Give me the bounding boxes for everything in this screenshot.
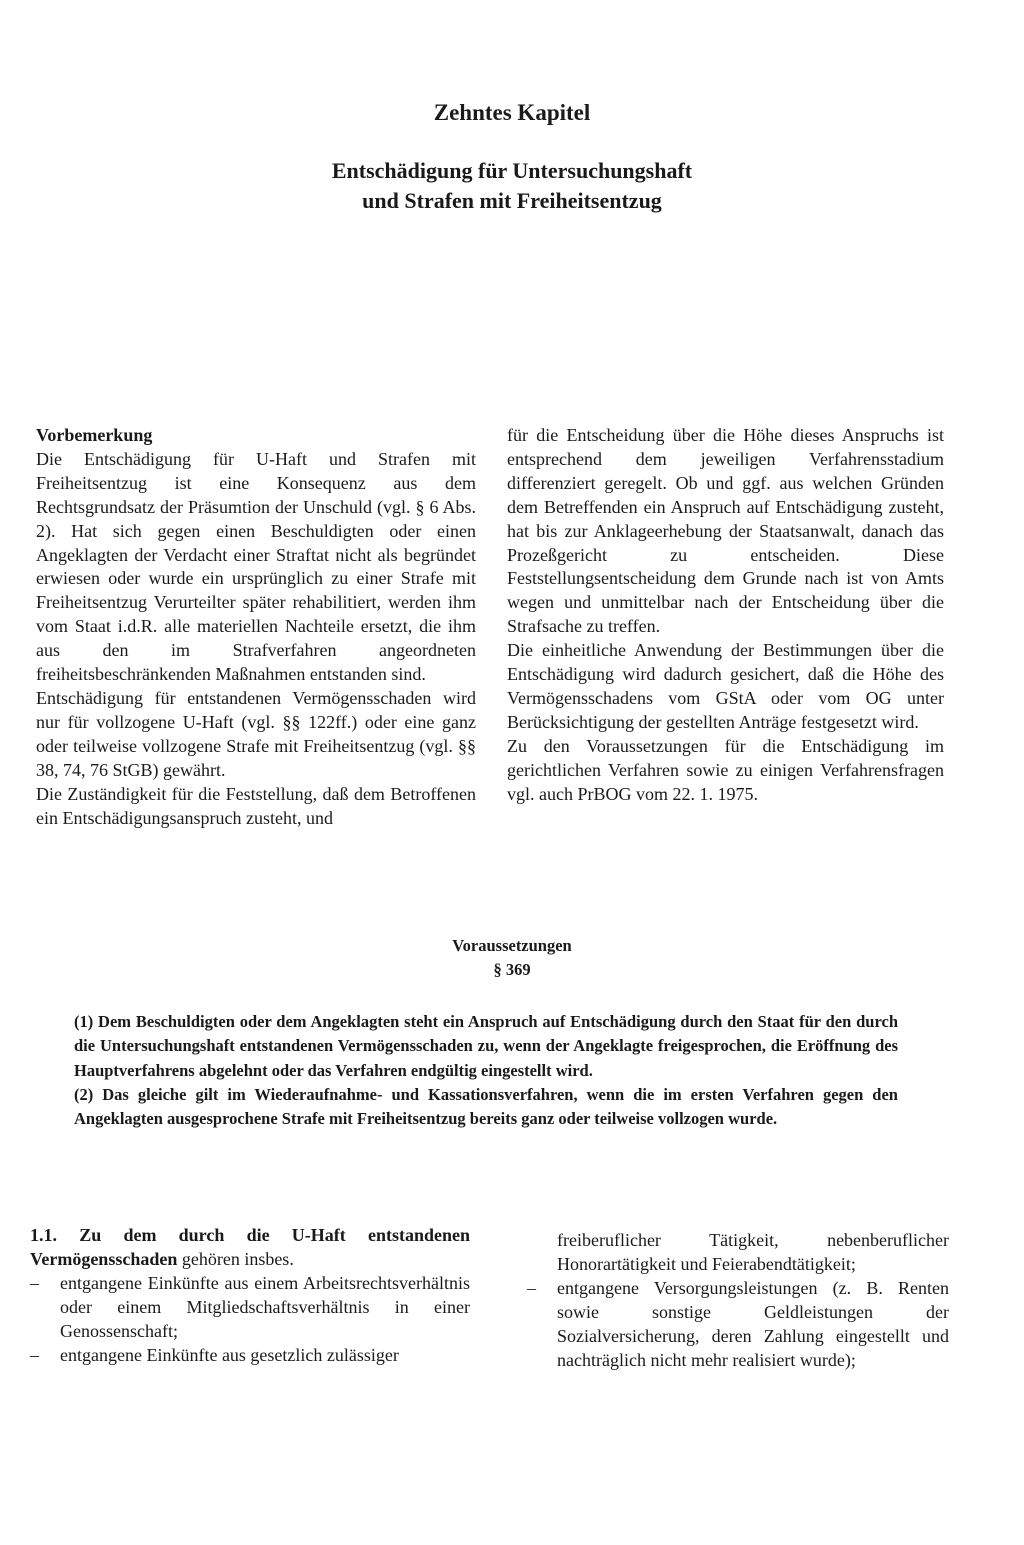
commentary-lead xyxy=(30,1224,470,1272)
chapter-title-line1: Entschädigung für Untersuchungshaft xyxy=(331,158,693,183)
list-item-continuation: freiberuflicher Tätigkeit, nebenberuflicher Honorartätigkeit und Feierabendtätigkeit; xyxy=(557,1230,949,1274)
section-title: Voraussetzungen xyxy=(452,936,572,955)
commentary-lead-rest: gehören insbes. xyxy=(181,1248,294,1269)
intro-paragraph: für die Entscheidung über die Höhe dieses Anspruchs ist entsprechend dem jeweiligen Verfahrensstadium differenziert geregelt. Ob und ggf. aus welchen Gründen dem Betreffenden ein Anspruch auf Entschädigung zusteht, hat bis zur Anklageerhebung der Staatsanwalt, danach das Prozeßgericht zu entscheiden. Diese Feststellungsentscheidung dem Grunde nach ist von Amts wegen und unmittelbar nach der Entscheidung über die Strafsache zu treffen. xyxy=(507,425,944,637)
list-item-text: entgangene Einkünfte aus einem Arbeitsrechtsverhältnis oder einem Mitgliedschaftsverhältnis in einer Genossenschaft; xyxy=(60,1272,470,1341)
paragraph-number: § 369 xyxy=(493,960,531,979)
dash-bullet: – xyxy=(527,1277,536,1298)
intro-paragraph: Die Zuständigkeit für die Feststellung, daß dem Betroffenen ein Entschädigungsanspruch zusteht, und xyxy=(36,783,476,828)
law-subsection-2: (2) Das gleiche gilt im Wiederaufnahme- und Kassationsverfahren, wenn die im ersten Verfahren gegen den Angeklagten ausgesprochene Strafe mit Freiheitsentzug bereits ganz oder teilweise vollzogen wurde. xyxy=(74,1084,898,1129)
section-heading xyxy=(0,934,1024,982)
dash-bullet: – xyxy=(30,1344,39,1365)
law-text xyxy=(74,1010,898,1131)
list-item-text: entgangene Versorgungsleistungen (z. B. Renten sowie sonstige Geldleistungen der Sozialversicherung, deren Zahlung eingestellt und nachträglich nicht mehr realisiert wurde); xyxy=(557,1277,949,1370)
dash-bullet: – xyxy=(30,1272,39,1293)
intro-paragraph: Entschädigung für entstandenen Vermögensschaden wird nur für vollzogene U-Haft (vgl. §§ 122ff.) oder eine ganz oder teilweise vollzogene Strafe mit Freiheitsentzug (vgl. §§ 38, 74, 76 StGB) gewährt. xyxy=(36,687,476,780)
chapter-title xyxy=(0,156,1024,216)
intro-paragraph: Die einheitliche Anwendung der Bestimmungen über die Entschädigung wird dadurch gesichert, daß die Höhe des Vermögensschadens vom GStA oder vom OG unter Berücksichtigung der gestellten Anträge festgesetzt wird. xyxy=(507,640,944,732)
intro-heading: Vorbemerkung xyxy=(36,425,153,445)
law-subsection-1: (1) Dem Beschuldigten oder dem Angeklagten steht ein Anspruch auf Entschädigung durch den Staat für den durch die Untersuchungshaft entstandenen Vermögensschaden zu, wenn der Angeklagte freigesprochen, die Eröffnung des Hauptverfahrens abgelehnt oder das Verfahren endgültig eingestellt wird. xyxy=(74,1012,898,1080)
intro-paragraph: Zu den Voraussetzungen für die Entschädigung im gerichtlichen Verfahren sowie zu einigen Verfahrensfragen vgl. auch PrBOG vom 22. 1. 1975. xyxy=(507,735,944,804)
commentary-column-right xyxy=(527,1229,949,1372)
intro-column-right xyxy=(507,424,944,807)
intro-paragraph: Die Entschädigung für U-Haft und Strafen mit Freiheitsentzug ist eine Konsequenz aus dem Rechtsgrundsatz der Präsumtion der Unschuld (vgl. § 6 Abs. 2). Hat sich gegen einen Beschuldigten oder einen Angeklagten der Verdacht einer Straftat nicht als begründet erwiesen oder wurde ein ursprünglich zu einer Strafe mit Freiheitsentzug Verurteilter später rehabilitiert, werden ihm vom Staat i.d.R. alle materiellen Nachteile ersetzt, die ihm aus den im Strafverfahren angeordneten freiheitsbeschränkenden Maßnahmen entstanden sind. xyxy=(36,448,476,685)
list-item xyxy=(30,1272,470,1344)
list-item xyxy=(30,1344,470,1368)
list-item-text: entgangene Einkünfte aus gesetzlich zulässiger xyxy=(60,1344,399,1365)
list-item xyxy=(527,1277,949,1373)
commentary-lead-bold: Zu dem durch die U-Haft entstandenen Vermögensschaden xyxy=(30,1225,470,1269)
commentary-number: 1.1. xyxy=(30,1225,57,1245)
intro-column-left xyxy=(36,424,476,830)
chapter-title-line2: und Strafen mit Freiheitsentzug xyxy=(362,188,662,213)
chapter-heading: Zehntes Kapitel xyxy=(433,100,591,125)
commentary-column-left xyxy=(30,1224,470,1367)
